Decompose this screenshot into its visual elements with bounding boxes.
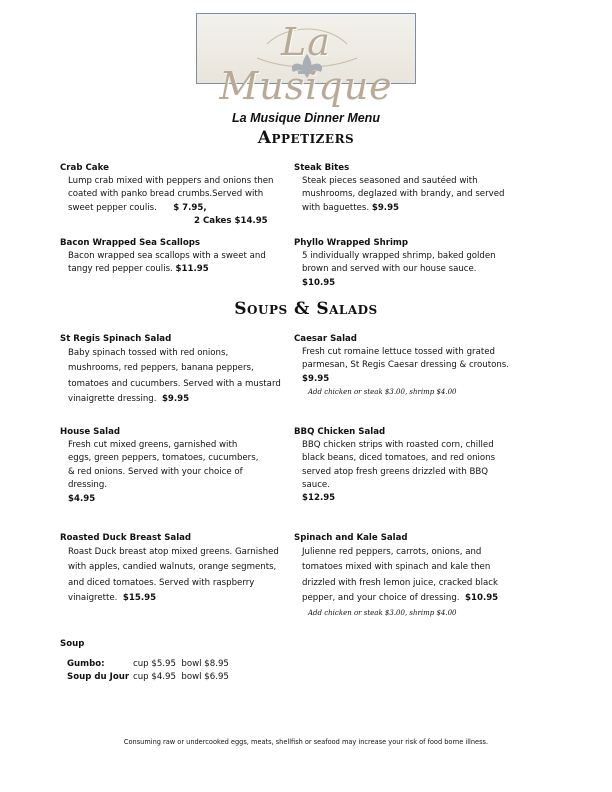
menu-title: La Musique Dinner Menu <box>232 111 380 125</box>
item-price: $12.95 <box>302 493 336 504</box>
item-price: $15.95 <box>122 593 157 604</box>
item-description: Baby spinach tossed with red onions, mushrooms, red peppers, banana peppers, tomatoes and cucumbers. Served with a mustard vinaigrette dressing. $9.95 <box>68 348 281 405</box>
soup-prices: cup $5.95 bowl $8.95 <box>133 659 229 669</box>
soup-name: Soup du Jour <box>67 672 130 682</box>
item-description: BBQ chicken strips with roasted corn, chilled black beans, diced tomatoes, and red onions served atop fresh greens drizzled with BBQ sauce. <box>302 440 496 490</box>
item-name: Bacon Wrapped Sea Scallops <box>60 238 201 248</box>
menu-item-roasted-duck-salad <box>60 532 282 607</box>
item-name: Roasted Duck Breast Salad <box>60 533 192 543</box>
restaurant-logo <box>196 13 416 108</box>
menu-item-spinach-kale-salad <box>294 532 516 619</box>
item-price: $11.95 <box>175 264 209 275</box>
item-price: $10.95 <box>302 277 336 288</box>
item-description: Bacon wrapped sea scallops with a sweet and tangy red pepper coulis. $11.95 <box>68 251 266 275</box>
item-price-secondary: 2 Cakes $14.95 <box>194 215 268 226</box>
menu-item-st-regis-salad <box>60 333 282 408</box>
soup-row-gumbo <box>67 658 229 671</box>
item-price: $9.95 <box>302 373 330 384</box>
soup-prices: cup $4.95 bowl $6.95 <box>133 672 229 682</box>
item-price: $ 7.95, <box>173 202 207 213</box>
item-name: House Salad <box>60 427 121 437</box>
soup-row-soup-du-jour <box>67 671 229 684</box>
add-protein-note: Add chicken or steak $3.00, shrimp $4.00 <box>308 387 457 396</box>
menu-item-caesar-salad <box>294 333 516 398</box>
item-price: $9.95 <box>371 202 400 213</box>
soup-heading <box>60 638 84 651</box>
item-price: $4.95 <box>68 494 96 505</box>
menu-item-crab-cake <box>60 162 282 228</box>
item-description: Steak pieces seasoned and sautéed with mushrooms, deglazed with brandy, and served with baguettes. $9.95 <box>302 176 505 213</box>
item-description: Lump crab mixed with peppers and onions then coated with panko bread crumbs.Served with sweet pepper coulis. $ 7.95, <box>68 176 274 213</box>
add-protein-note: Add chicken or steak $3.00, shrimp $4.00 <box>308 608 457 617</box>
item-name: Spinach and Kale Salad <box>294 533 408 543</box>
appetizers-heading: Appetizers <box>257 128 355 148</box>
menu-item-bbq-chicken-salad <box>294 426 516 505</box>
item-name: Crab Cake <box>60 163 109 173</box>
menu-item-steak-bites <box>294 162 516 215</box>
menu-item-phyllo-shrimp <box>294 237 516 290</box>
item-description: Julienne red peppers, carrots, onions, and tomatoes mixed with spinach and kale then drizzled with fresh lemon juice, cracked black pepper, and your choice of dressing. $10.95 <box>302 547 499 604</box>
item-name: Steak Bites <box>294 163 350 173</box>
soups-salads-heading: Soups & Salads <box>234 299 378 319</box>
item-name: Caesar Salad <box>294 334 357 344</box>
item-description: 5 individually wrapped shrimp, baked golden brown and served with our house sauce. <box>302 251 496 275</box>
item-name: Phyllo Wrapped Shrimp <box>294 238 409 248</box>
menu-item-bacon-scallops <box>60 237 282 277</box>
item-name: Soup <box>60 639 85 649</box>
menu-item-house-salad <box>60 426 282 506</box>
item-description: Fresh cut romaine lettuce tossed with grated parmesan, St Regis Caesar dressing & croutons. <box>302 347 510 371</box>
item-price: $10.95 <box>465 593 499 604</box>
item-price: $9.95 <box>161 394 190 405</box>
item-description: Fresh cut mixed greens, garnished with eggs, green peppers, tomatoes, cucumbers, & red onions. Served with your choice of dressing. <box>68 440 259 490</box>
item-description: Roast Duck breast atop mixed greens. Garnished with apples, candied walnuts, orange segments, and diced tomatoes. Served with raspberry vinaigrette. $15.95 <box>68 547 279 604</box>
food-safety-disclaimer: Consuming raw or undercooked eggs, meats, shellfish or seafood may increase your risk of food borne illness. <box>123 738 489 746</box>
item-name: St Regis Spinach Salad <box>60 334 172 344</box>
item-name: BBQ Chicken Salad <box>294 427 386 437</box>
logo-text: La Musique <box>219 20 393 108</box>
soup-name: Gumbo: <box>67 659 105 669</box>
